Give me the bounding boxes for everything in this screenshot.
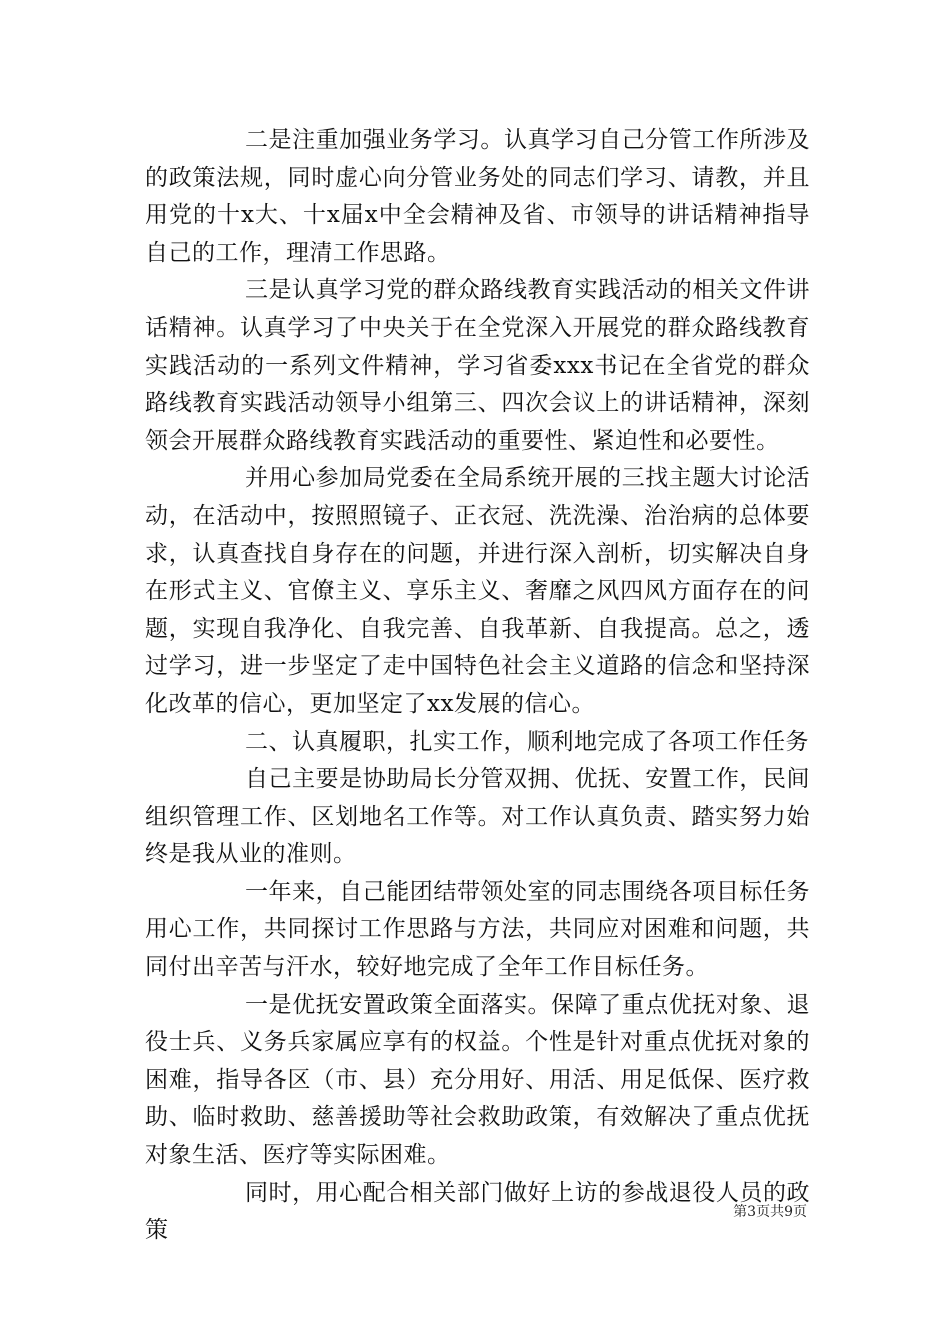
paragraph-three-finds-discussion: 并用心参加局党委在全局系统开展的三找主题大讨论活动，在活动中，按照照镜子、正衣冠、洗洗澡、治治病的总体要求，认真查找自身存在的问题，并进行深入剖析，切实解决自身在形式主义、官僚主义、享乐主义、奢靡之风四风方面存在的问题，实现自我净化、自我完善、自我革新、自我提高。总之，透过学习，进一步坚定了走中国特色社会主义道路的信念和坚持深化改革的信心，更加坚定了xx发展的信心。 <box>145 465 810 717</box>
paragraph-business-study: 二是注重加强业务学习。认真学习自己分管工作所涉及的政策法规，同时虚心向分管业务处的同志们学习、请教，并且用党的十x大、十x届x中全会精神及省、市领导的讲话精神指导自己的工作，理清工作思路。 <box>145 127 810 266</box>
paragraph-mass-line-study: 三是认真学习党的群众路线教育实践活动的相关文件讲话精神。认真学习了中央关于在全党深入开展党的群众路线教育实践活动的一系列文件精神，学习省委xxx书记在全省党的群众路线教育实践活动领导小组第三、四次会议上的讲话精神，深刻领会开展群众路线教育实践活动的重要性、紧迫性和必要性。 <box>145 277 810 454</box>
page-number-footer: 第3页共9页 <box>733 1204 807 1220</box>
paragraph-petition-coordination: 同时，用心配合相关部门做好上访的参战退役人员的政策 <box>145 1179 810 1244</box>
paragraph-policy-implementation: 一是优抚安置政策全面落实。保障了重点优抚对象、退役士兵、义务兵家属应享有的权益。个性是针对重点优抚对象的困难，指导各区（市、县）充分用好、用活、用足低保、医疗救助、临时救助、慈善援助等社会救助政策，有效解决了重点优抚对象生活、医疗等实际困难。 <box>145 991 810 1169</box>
paragraph-year-summary: 一年来，自己能团结带领处室的同志围绕各项目标任务用心工作，共同探讨工作思路与方法，共同应对困难和问题，共同付出辛苦与汗水，较好地完成了全年工作目标任务。 <box>145 878 810 981</box>
paragraph-responsibilities: 自己主要是协助局长分管双拥、优抚、安置工作，民间组织管理工作、区划地名工作等。对工作认真负责、踏实努力始终是我从业的准则。 <box>145 766 810 868</box>
section-heading-duties: 二、认真履职，扎实工作，顺利地完成了各项工作任务 <box>245 728 809 755</box>
document-body <box>145 122 810 1250</box>
